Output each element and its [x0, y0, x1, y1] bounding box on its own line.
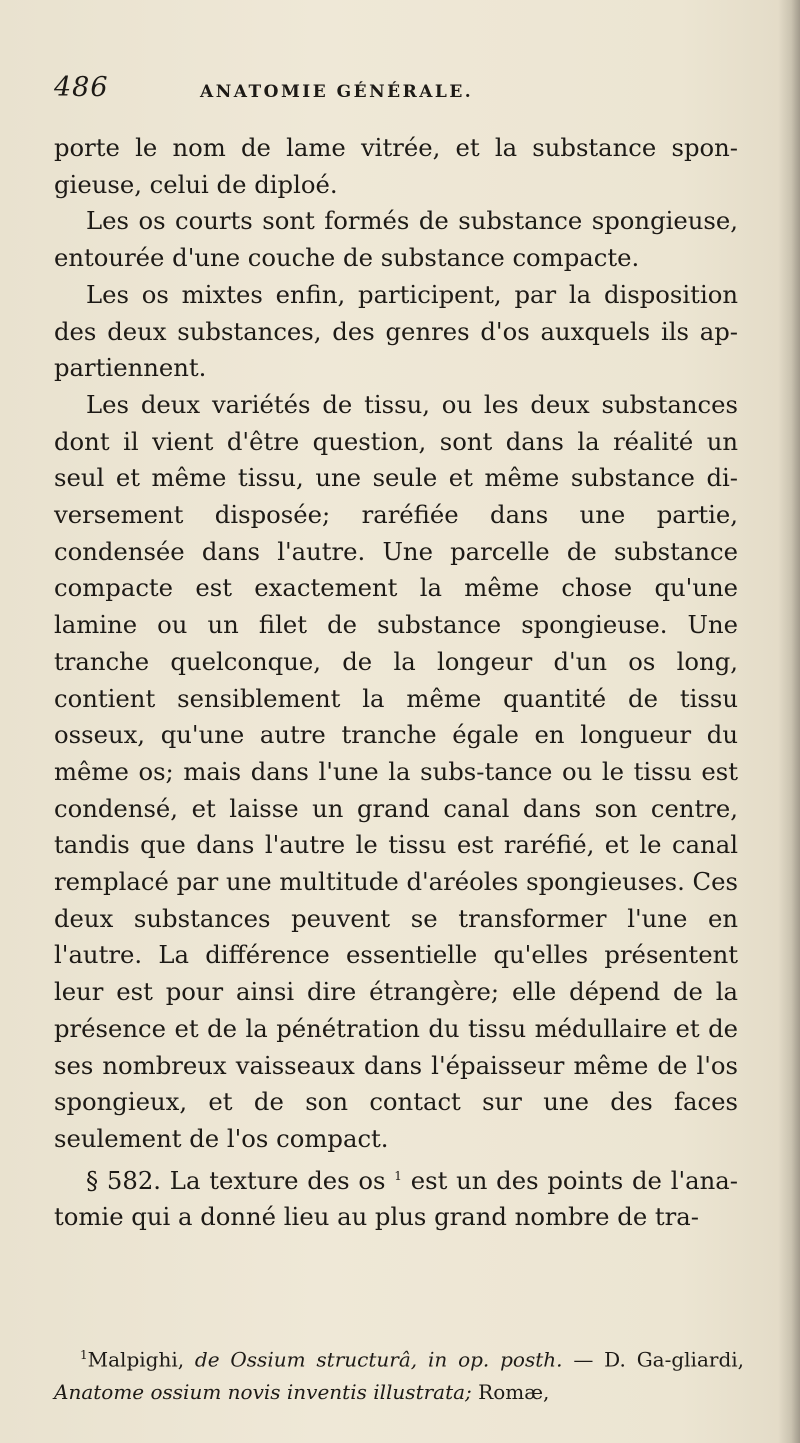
page-header: [54, 72, 774, 122]
footnote-mark: 1: [80, 1348, 88, 1362]
footnote-tail: Romæ,: [478, 1379, 550, 1404]
paragraph-3: Les os mixtes enfin, participent, par la disposition des deux substances, des genres d'os auxquels ils ap-partiennent.: [54, 279, 738, 383]
page-edge-shadow: [778, 0, 800, 1443]
page-number: 486: [54, 72, 109, 103]
paragraph-2: Les os courts sont formés de substance spongieuse, entourée d'une couche de substance compacte.: [54, 206, 738, 273]
footnotes: [54, 1339, 744, 1408]
footnote-author-1: Malpighi,: [87, 1347, 185, 1372]
footnote-title-1: de Ossium structurâ, in op. posth.: [194, 1347, 563, 1372]
body-text: [54, 130, 738, 1236]
paragraph-5: [54, 1158, 738, 1237]
footnote-1: [54, 1339, 744, 1408]
running-head: ANATOMIE GÉNÉRALE.: [200, 82, 474, 102]
footnote-separator: — D. Ga-gliardi,: [573, 1347, 744, 1372]
footnote-title-2: Anatome ossium novis inventis illustrata;: [54, 1379, 472, 1404]
paragraph-1: porte le nom de lame vitrée, et la substance spon-gieuse, celui de diploé.: [54, 133, 738, 199]
paragraph-4: Les deux variétés de tissu, ou les deux substances dont il vient d'être question, sont dans la réalité un seul et même tissu, une seule et même substance di-versement disposée; raréfiée dans une partie, condensée dans l'autre. Une parcelle de substance compacte est exactement la même chose qu'une lamine ou un filet de substance spongieuse. Une tranche quelconque, de la longeur d'un os long, contient sensiblement la même quantité de tissu osseux, qu'une autre tranche égale en longueur du même os; mais dans l'une la subs-tance ou le tissu est condensé, et laisse un grand canal dans son centre, tandis que dans l'autre le tissu est raréfié, et le canal remplacé par une multitude d'aréoles spongieuses. Ces deux substances peuvent se transformer l'une en l'autre. La différence essentielle qu'elles présentent leur est pour ainsi dire étrangère; elle dépend de la présence et de la pénétration du tissu médullaire et de ses nombreux vaisseaux dans l'épaisseur même de l'os spongieux, et de son contact sur une des faces seulement de l'os compact.: [54, 389, 738, 1153]
footnote-reference[interactable]: 1: [394, 1168, 402, 1183]
section-582-rest: est un des points de l'ana-tomie qui a donné lieu au plus grand nombre de tra-: [54, 1165, 738, 1232]
section-582-start: § 582. La texture des os: [86, 1165, 386, 1195]
